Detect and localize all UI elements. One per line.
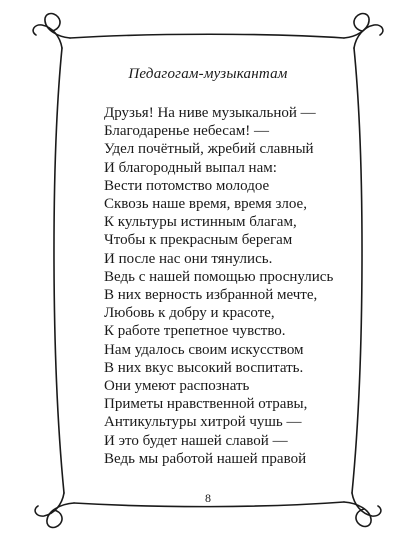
poem-line: Ведь мы работой нашей правой bbox=[104, 450, 307, 467]
poem-line: Они умеют распознать bbox=[104, 378, 250, 395]
poem-line: Сквозь наше время, время злое, bbox=[104, 196, 307, 213]
poem-line: В них вкус высокий воспитать. bbox=[104, 359, 304, 376]
border-left-line bbox=[54, 48, 64, 493]
border-top-line bbox=[70, 34, 344, 38]
poem-line: В них верность избранной мечте, bbox=[104, 287, 318, 304]
poem-line: Друзья! На ниве музыкальной — bbox=[104, 105, 316, 121]
poem-line: Чтобы к прекрасным берегам bbox=[104, 232, 293, 249]
page-number: 8 bbox=[205, 491, 211, 505]
corner-flourish-bottom-left bbox=[47, 503, 74, 527]
poem-line: Удел почётный, жребий славный bbox=[104, 141, 314, 158]
poem-line: Антикультуры хитрой чушь — bbox=[104, 414, 302, 431]
poem-line: Нам удалось своим искусством bbox=[104, 341, 304, 358]
poem-line: Благодаренье небесам! — bbox=[104, 123, 270, 140]
poem-line: И это будет нашей славой — bbox=[104, 432, 288, 449]
corner-flourish-top-right bbox=[344, 14, 369, 38]
poem-line: Вести потомство молодое bbox=[104, 177, 270, 194]
corner-flourish-top-left bbox=[45, 14, 70, 38]
poem-title: Педагогам-музыкантам bbox=[128, 66, 288, 82]
poem-line: К работе трепетное чувство. bbox=[104, 323, 286, 340]
poem-line: Ведь с нашей помощью проснулись bbox=[104, 268, 334, 285]
poem-line: И после нас они тянулись. bbox=[104, 250, 273, 267]
poem-line: Любовь к добру и красоте, bbox=[104, 305, 275, 322]
poem-line: Приметы нравственной отравы, bbox=[104, 396, 308, 413]
poem-body bbox=[104, 104, 354, 468]
poem-line: И благородный выпал нам: bbox=[104, 159, 277, 176]
poem-line: К культуры истинным благам, bbox=[104, 214, 297, 231]
